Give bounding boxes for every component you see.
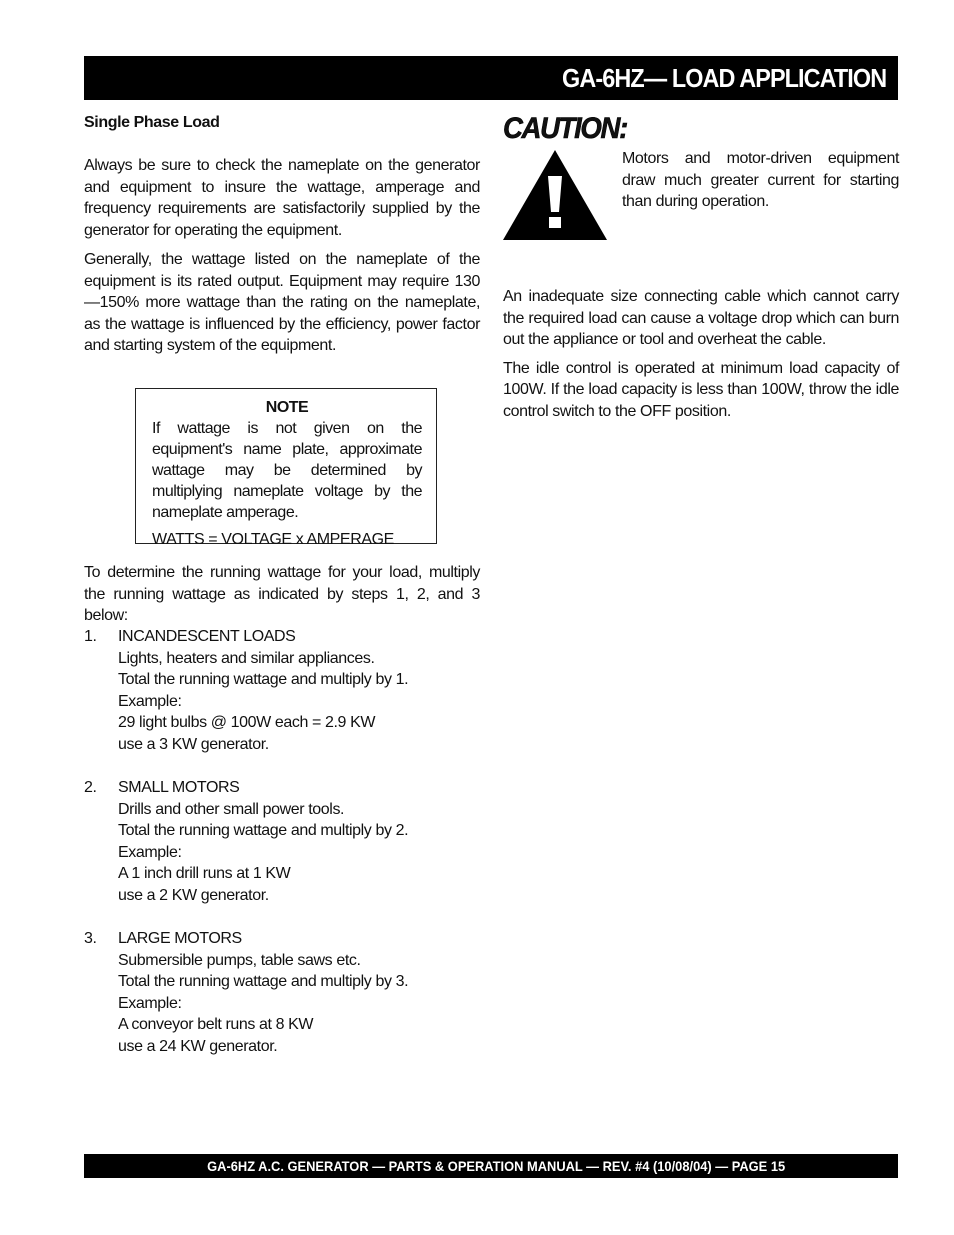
- steps-intro: To determine the running wattage for your load, multiply the running wattage as indicated by steps 1, 2, and 3 below:: [84, 564, 480, 624]
- note-box: [135, 388, 437, 548]
- note-body: If wattage is not given on the equipment's name plate, approximate wattage may be determined by multiplying nameplate voltage by the nameplate amperage.: [152, 420, 422, 521]
- caution-title: CAUTION:: [503, 112, 627, 145]
- step-line: A 1 inch drill runs at 1 KW: [118, 865, 291, 882]
- step-title: SMALL MOTORS: [118, 779, 240, 796]
- step-line: A conveyor belt runs at 8 KW: [118, 1016, 314, 1033]
- page-footer: [84, 1154, 898, 1178]
- step-title: INCANDESCENT LOADS: [118, 628, 296, 645]
- step-line: 29 light bulbs @ 100W each = 2.9 KW: [118, 714, 376, 731]
- step-line: Lights, heaters and similar appliances.: [118, 649, 375, 667]
- footer-text: GA-6HZ A.C. GENERATOR — PARTS & OPERATION MANUAL — REV. #4 (10/08/04) — PAGE 15: [206, 1158, 786, 1174]
- step-line: Drills and other small power tools.: [118, 800, 345, 818]
- right-column: [503, 112, 899, 429]
- page-header: [84, 56, 898, 100]
- caution-block: [503, 148, 899, 248]
- page-title: GA-6HZ— LOAD APPLICATION: [561, 62, 886, 93]
- step-line: Example:: [118, 994, 182, 1012]
- step-title: LARGE MOTORS: [118, 930, 242, 947]
- step-line: Submersible pumps, table saws etc.: [118, 951, 361, 969]
- section-heading: Single Phase Load: [84, 114, 220, 131]
- step-line: use a 3 KW generator.: [118, 735, 269, 753]
- cable-paragraph: An inadequate size connecting cable which cannot carry the required load can cause a voltage drop which can burn out the appliance or tool and overheat the cable.: [503, 288, 899, 348]
- step-line: use a 2 KW generator.: [118, 886, 269, 904]
- note-formula: WATTS = VOLTAGE x AMPERAGE: [152, 531, 394, 548]
- idle-control-paragraph: The idle control is operated at minimum load capacity of 100W. If the load capacity is less than 100W, throw the idle control switch to the OFF position.: [503, 359, 899, 420]
- wattage-paragraph: Generally, the wattage listed on the nameplate of the equipment is its rated output. Equipment may require 130—150% more wattage than the rating on the nameplate, as the wattage is influenced by the efficiency, power factor and starting system of the equipment.: [84, 251, 480, 354]
- step-line: Total the running wattage and multiply by 3.: [118, 973, 409, 990]
- step-line: Example:: [118, 843, 182, 861]
- step-line: Total the running wattage and multiply by 2.: [118, 822, 409, 839]
- nameplate-paragraph: Always be sure to check the nameplate on the generator and equipment to insure the wattage, amperage and frequency requirements are satisfactorily supplied by the generator for operating the equipment.: [84, 157, 480, 239]
- step-number: 2.: [84, 779, 97, 796]
- step-number: 1.: [84, 628, 97, 645]
- left-column: [84, 112, 480, 365]
- step-line: Example:: [118, 692, 182, 710]
- warning-triangle-icon: [503, 150, 607, 240]
- step-line: use a 24 KW generator.: [118, 1037, 278, 1055]
- step-number: 3.: [84, 930, 97, 947]
- caution-text: Motors and motor-driven equipment draw much greater current for starting than during operation.: [622, 150, 899, 210]
- step-line: Total the running wattage and multiply by 1.: [118, 671, 409, 688]
- note-title: NOTE: [265, 399, 309, 416]
